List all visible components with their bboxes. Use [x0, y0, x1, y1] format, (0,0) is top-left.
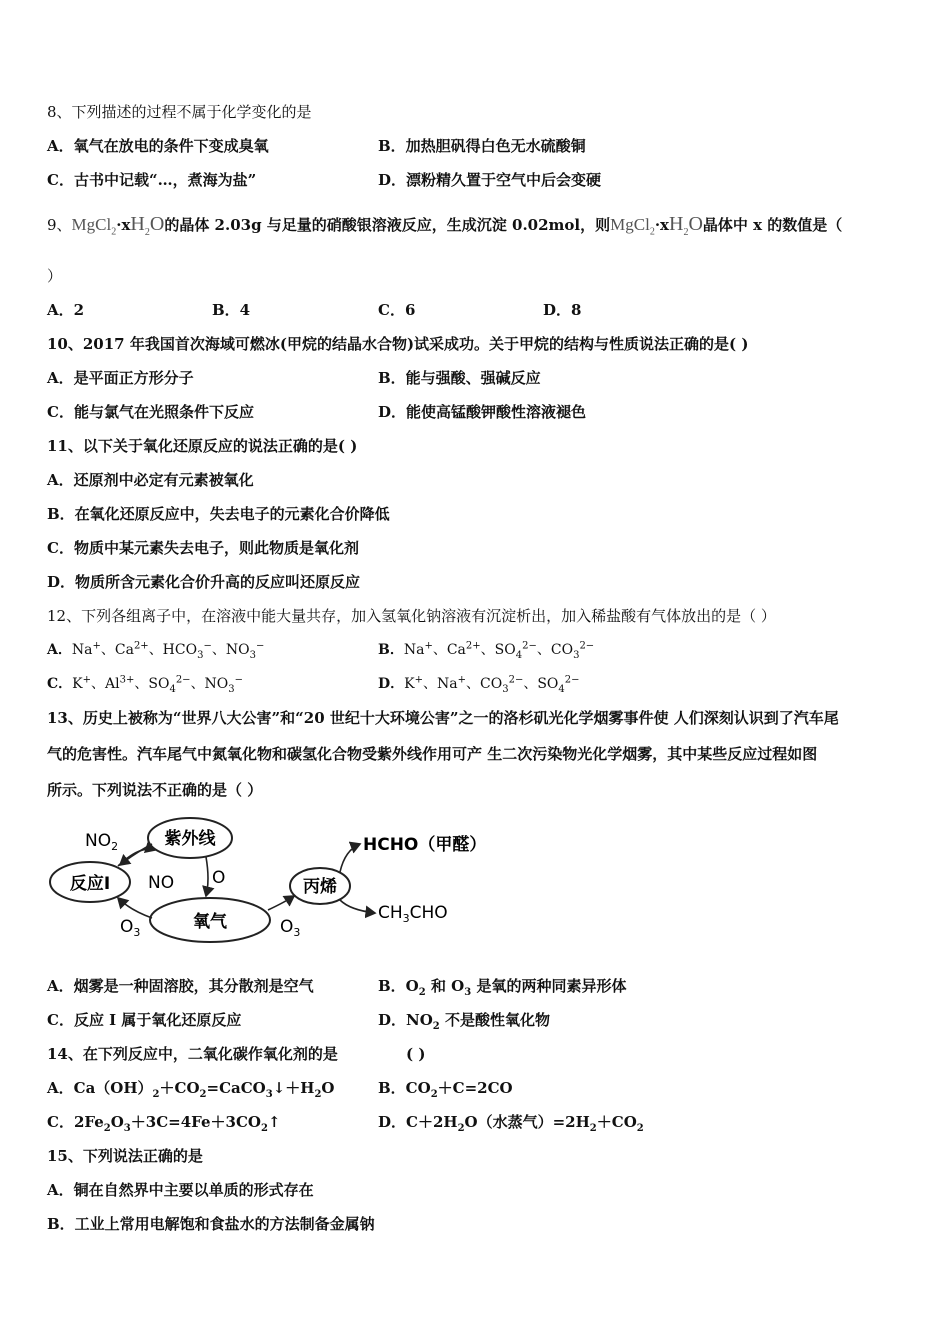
oxygen-label: 氧气 — [193, 912, 227, 932]
ch3cho-label: $CH_3CHO$ — [378, 903, 448, 925]
q10-option-b: B．能与强酸、强碱反应 — [378, 369, 541, 387]
q12-option-d: D．K+、Na+、$CO_3^{2-}$、$SO_4^{2-}$ — [378, 674, 580, 695]
q14-stem: 14、在下列反应中，二氧化碳作氧化剂的是 — [47, 1045, 338, 1063]
hcho-label: HCHO（甲醛） — [363, 835, 487, 855]
q15-option-b: B．工业上常用电解饱和食盐水的方法制备金属钠 — [47, 1215, 375, 1233]
q14-option-c: C．$2Fe_2O_3+3C=4Fe+3CO_2↑$ — [47, 1113, 281, 1134]
q14-option-d: D．$C+2H_2O$（水蒸气）$=2H_2+CO_2$ — [378, 1113, 644, 1134]
q13-option-d: D．$NO_2$ 不是酸性氧化物 — [378, 1011, 551, 1032]
q9-option-c: C．6 — [378, 301, 416, 319]
smog-reaction-diagram — [40, 810, 510, 945]
q12-option-b: B．Na+、$Ca^{2+}$、$SO_4^{2-}$、$CO_3^{2-}$ — [378, 640, 595, 661]
q9-option-b: B．4 — [212, 301, 251, 319]
q9-close-paren: ） — [47, 267, 63, 285]
q8-stem: 8、下列描述的过程不属于化学变化的是 — [47, 103, 312, 121]
q8-option-b: B．加热胆矾得白色无水硫酸铜 — [378, 137, 586, 155]
q9-option-d: D．8 — [543, 301, 582, 319]
q13-line3: 所示。下列说法不正确的是（ ） — [47, 781, 263, 799]
reaction1-label: 反应I — [69, 874, 111, 894]
q8-option-d: D．漂粉精久置于空气中后会变硬 — [378, 171, 602, 189]
q10-stem: 10、2017 年我国首次海域可燃冰(甲烷的结晶水合物)试采成功。关于甲烷的结构与性质说法正确的是( ) — [47, 335, 749, 353]
q10-option-d: D．能使高锰酸钾酸性溶液褪色 — [378, 403, 587, 421]
q9-formula-2: MgCl$_2$ — [610, 215, 655, 238]
q13-line1: 13、历史上被称为“世界八大公害”和“20 世纪十大环境公害”之一的洛杉矶光化学烟雾事件使 人们深刻认识到了汽车尾 — [47, 709, 839, 727]
q13-line2: 气的危害性。汽车尾气中氮氧化物和碳氢化合物受紫外线作用可产 生二次污染物光化学烟雾，其中某些反应过程如图 — [47, 745, 818, 763]
q14-option-a: A．$Ca(OH)_2+CO_2=CaCO_3↓+H_2O$ — [47, 1079, 335, 1100]
q14-paren: ( ) — [406, 1045, 426, 1063]
q10-option-c: C．能与氯气在光照条件下反应 — [47, 403, 254, 421]
q13-option-b: B．$O_2$ 和 $O_3$ 是氧的两种同素异形体 — [378, 977, 627, 998]
q11-stem: 11、以下关于氧化还原反应的说法正确的是( ) — [47, 437, 358, 455]
q14-option-b: B．$CO_2+C=2CO$ — [378, 1079, 513, 1100]
q10-option-a: A．是平面正方形分子 — [47, 369, 194, 387]
o3-right-label: $O_3$ — [280, 917, 301, 939]
q11-option-a: A．还原剂中必定有元素被氧化 — [47, 471, 254, 489]
propene-label: 丙烯 — [303, 877, 337, 897]
q8-option-a: A．氧气在放电的条件下变成臭氧 — [47, 137, 269, 155]
q9-stem: 9、$MgCl_2\cdot xH_2O$的晶体 2.03g 与足量的硝酸银溶液反应，生成沉淀 0.02mol，则$MgCl_2\cdot xH_2O$晶体中 x 的数值是（ — [47, 213, 843, 238]
q13-option-a: A．烟雾是一种固溶胶，其分散剂是空气 — [47, 977, 314, 995]
q12-stem: 12、下列各组离子中，在溶液中能大量共存，加入氢氧化钠溶液有沉淀析出，加入稀盐酸有气体放出的是（ ） — [47, 607, 776, 625]
q9-option-a: A．2 — [47, 301, 85, 319]
q15-option-a: A．铜在自然界中主要以单质的形式存在 — [47, 1181, 314, 1199]
no2-label: $NO_2$ — [85, 831, 119, 853]
q12-option-c: C．K+、$Al^{3+}$、$SO_4^{2-}$、$NO_3^-$ — [47, 674, 244, 695]
q11-option-d: D．物质所含元素化合价升高的反应叫还原反应 — [47, 573, 361, 591]
q15-stem: 15、下列说法正确的是 — [47, 1147, 203, 1165]
q12-option-a: A．Na+、$Ca^{2+}$、$HCO_3^-$、$NO_3^-$ — [47, 640, 265, 661]
o3-left-label: $O_3$ — [120, 917, 141, 939]
o-label: O — [212, 868, 226, 888]
q13-option-c: C．反应 I 属于氧化还原反应 — [47, 1011, 242, 1029]
uv-label: 紫外线 — [164, 829, 216, 849]
q9-number: 9、 — [47, 216, 72, 234]
q11-option-c: C．物质中某元素失去电子，则此物质是氧化剂 — [47, 539, 359, 557]
no-label: NO — [148, 873, 175, 893]
q9-formula-1: MgCl$_2$ — [71, 215, 117, 238]
q8-option-c: C．古书中记载“…，煮海为盐” — [47, 171, 257, 189]
q11-option-b: B．在氧化还原反应中，失去电子的元素化合价降低 — [47, 505, 390, 523]
